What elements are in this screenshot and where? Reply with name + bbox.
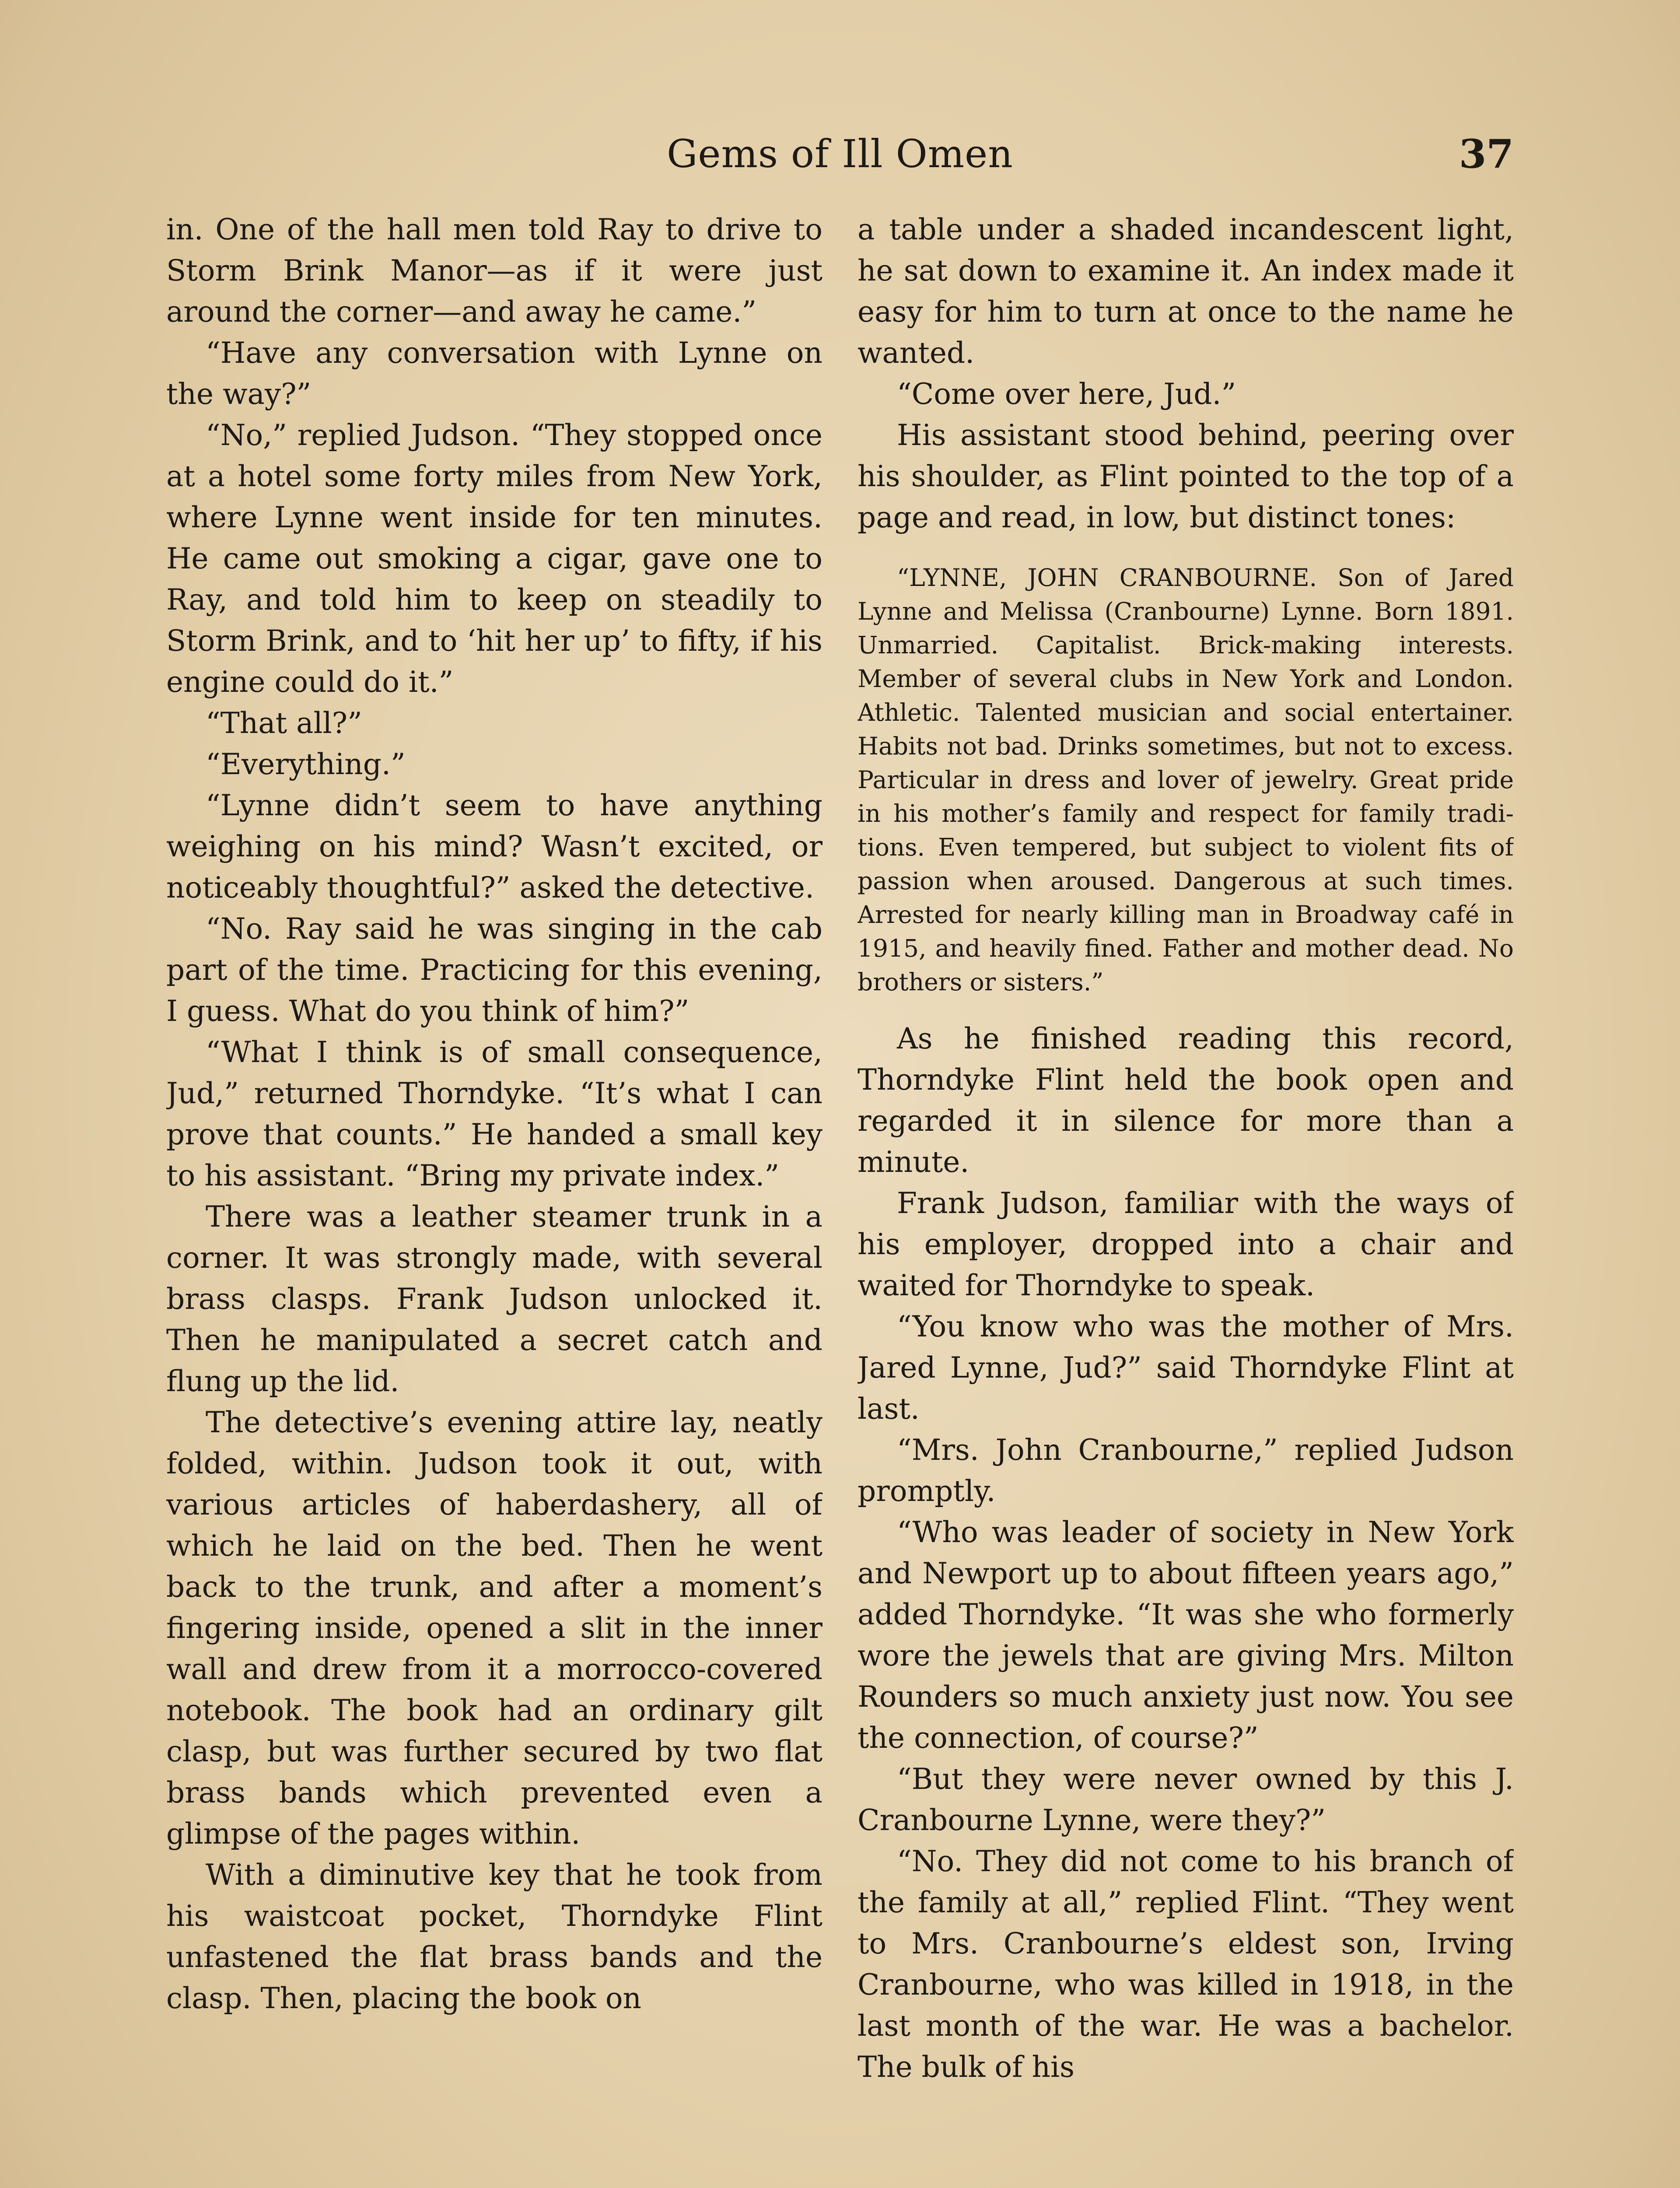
page-number: 37: [1459, 131, 1514, 177]
paragraph: “Everything.”: [206, 747, 406, 781]
paragraph: “You know who was the mother of Mrs. Jared Lynne, Jud?” said Thorndyke Flint at last.: [858, 1310, 1514, 1426]
paragraph: “Lynne didn’t seem to have anything weighing on his mind? Wasn’t excited, or noticeably thoughtful?” asked the detective.: [166, 789, 822, 905]
paragraph: “That all?”: [206, 706, 362, 740]
paragraph: in. One of the hall men told Ray to drive to Storm Brink Manor—as if it were just around the corner—and away he came.”: [166, 213, 822, 329]
page-header: [166, 128, 1514, 185]
paragraph: “No. They did not come to his branch of the family at all,” replied Flint. “They went to Mrs. Cranbourne’s eldest son, Irving Cranbourne, who was killed in 1918, in the last month of the war. He was a bachelor. The bulk of his: [858, 1844, 1514, 2084]
paragraph: “Mrs. John Cranbourne,” replied Judson promptly.: [858, 1433, 1514, 1508]
paragraph: Frank Judson, familiar with the ways of his employer, dropped into a chair and waited for Thorndyke to speak.: [858, 1186, 1514, 1302]
paragraph: a table under a shaded incandescent light, he sat down to examine it. An index made it easy for him to turn at once to the name he wanted.: [858, 213, 1514, 370]
index-record: “LYNNE, JOHN CRANBOURNE. Son of Jared Lynne and Melissa (Cranbourne) Lynne. Born 1891. Unmarried. Capitalist. Brick-making interests. Member of several clubs in New York and London. Athletic. Talented musician and social entertainer. Habits not bad. Drinks sometimes, but not to excess. Particular in dress and lover of jewelry. Great pride in his mother’s family and respect for family traditions. Even tempered, but subject to violent fits of passion when aroused. Dangerous at such times. Arrested for nearly killing man in Broadway café in 1915, and heavily fined. Father and mother dead. No brothers or sisters.”: [858, 564, 1514, 996]
paragraph: With a diminutive key that he took from his waistcoat pocket, Thorndyke Flint unfastened the flat brass bands and the clasp. Then, placing the book on: [166, 1858, 822, 2015]
paragraph: “What I think is of small consequence, Jud,” returned Thorndyke. “It’s what I can prove that counts.” He handed a small key to his assistant. “Bring my private index.”: [166, 1035, 822, 1192]
paragraph: “No,” replied Judson. “They stopped once at a hotel some forty miles from New York, where Lynne went inside for ten minutes. He came out smoking a cigar, gave one to Ray, and told him to keep on steadily to Storm Brink, and to ‘hit her up’ to fifty, if his engine could do it.”: [166, 418, 822, 699]
running-title: Gems of Ill Omen: [667, 131, 1013, 176]
paragraph: There was a leather steamer trunk in a corner. It was strongly made, with several brass clasps. Frank Judson unlocked it. Then he manipulated a secret catch and flung up the lid.: [166, 1200, 822, 1398]
right-column: [858, 209, 1514, 2188]
paragraph: The detective’s evening attire lay, neatly folded, within. Judson took it out, with various articles of haberdashery, all of which he laid on the bed. Then he went back to the trunk, and after a moment’s fingering inside, opened a slit in the inner wall and drew from it a morrocco-covered notebook. The book had an ordinary gilt clasp, but was further secured by two flat brass bands which prevented even a glimpse of the pages within.: [166, 1406, 822, 1851]
paragraph: As he finished reading this record, Thorndyke Flint held the book open and regarded it in silence for more than a minute.: [858, 1022, 1514, 1179]
paragraph: “No. Ray said he was singing in the cab part of the time. Practicing for this evening, I guess. What do you think of him?”: [166, 912, 822, 1028]
left-column: [166, 209, 822, 2188]
paragraph: “Have any conversation with Lynne on the way?”: [166, 336, 822, 411]
paragraph: “Who was leader of society in New York and Newport up to about fifteen years ago,” added Thorndyke. “It was she who formerly wore the jewels that are giving Mrs. Milton Rounders so much anxiety just now. You see the connection, of course?”: [858, 1515, 1514, 1755]
paragraph: His assistant stood behind, peering over his shoulder, as Flint pointed to the top of a page and read, in low, but distinct tones:: [858, 418, 1514, 534]
paragraph: “Come over here, Jud.”: [897, 377, 1236, 411]
paragraph: “But they were never owned by this J. Cranbourne Lynne, were they?”: [858, 1762, 1514, 1837]
